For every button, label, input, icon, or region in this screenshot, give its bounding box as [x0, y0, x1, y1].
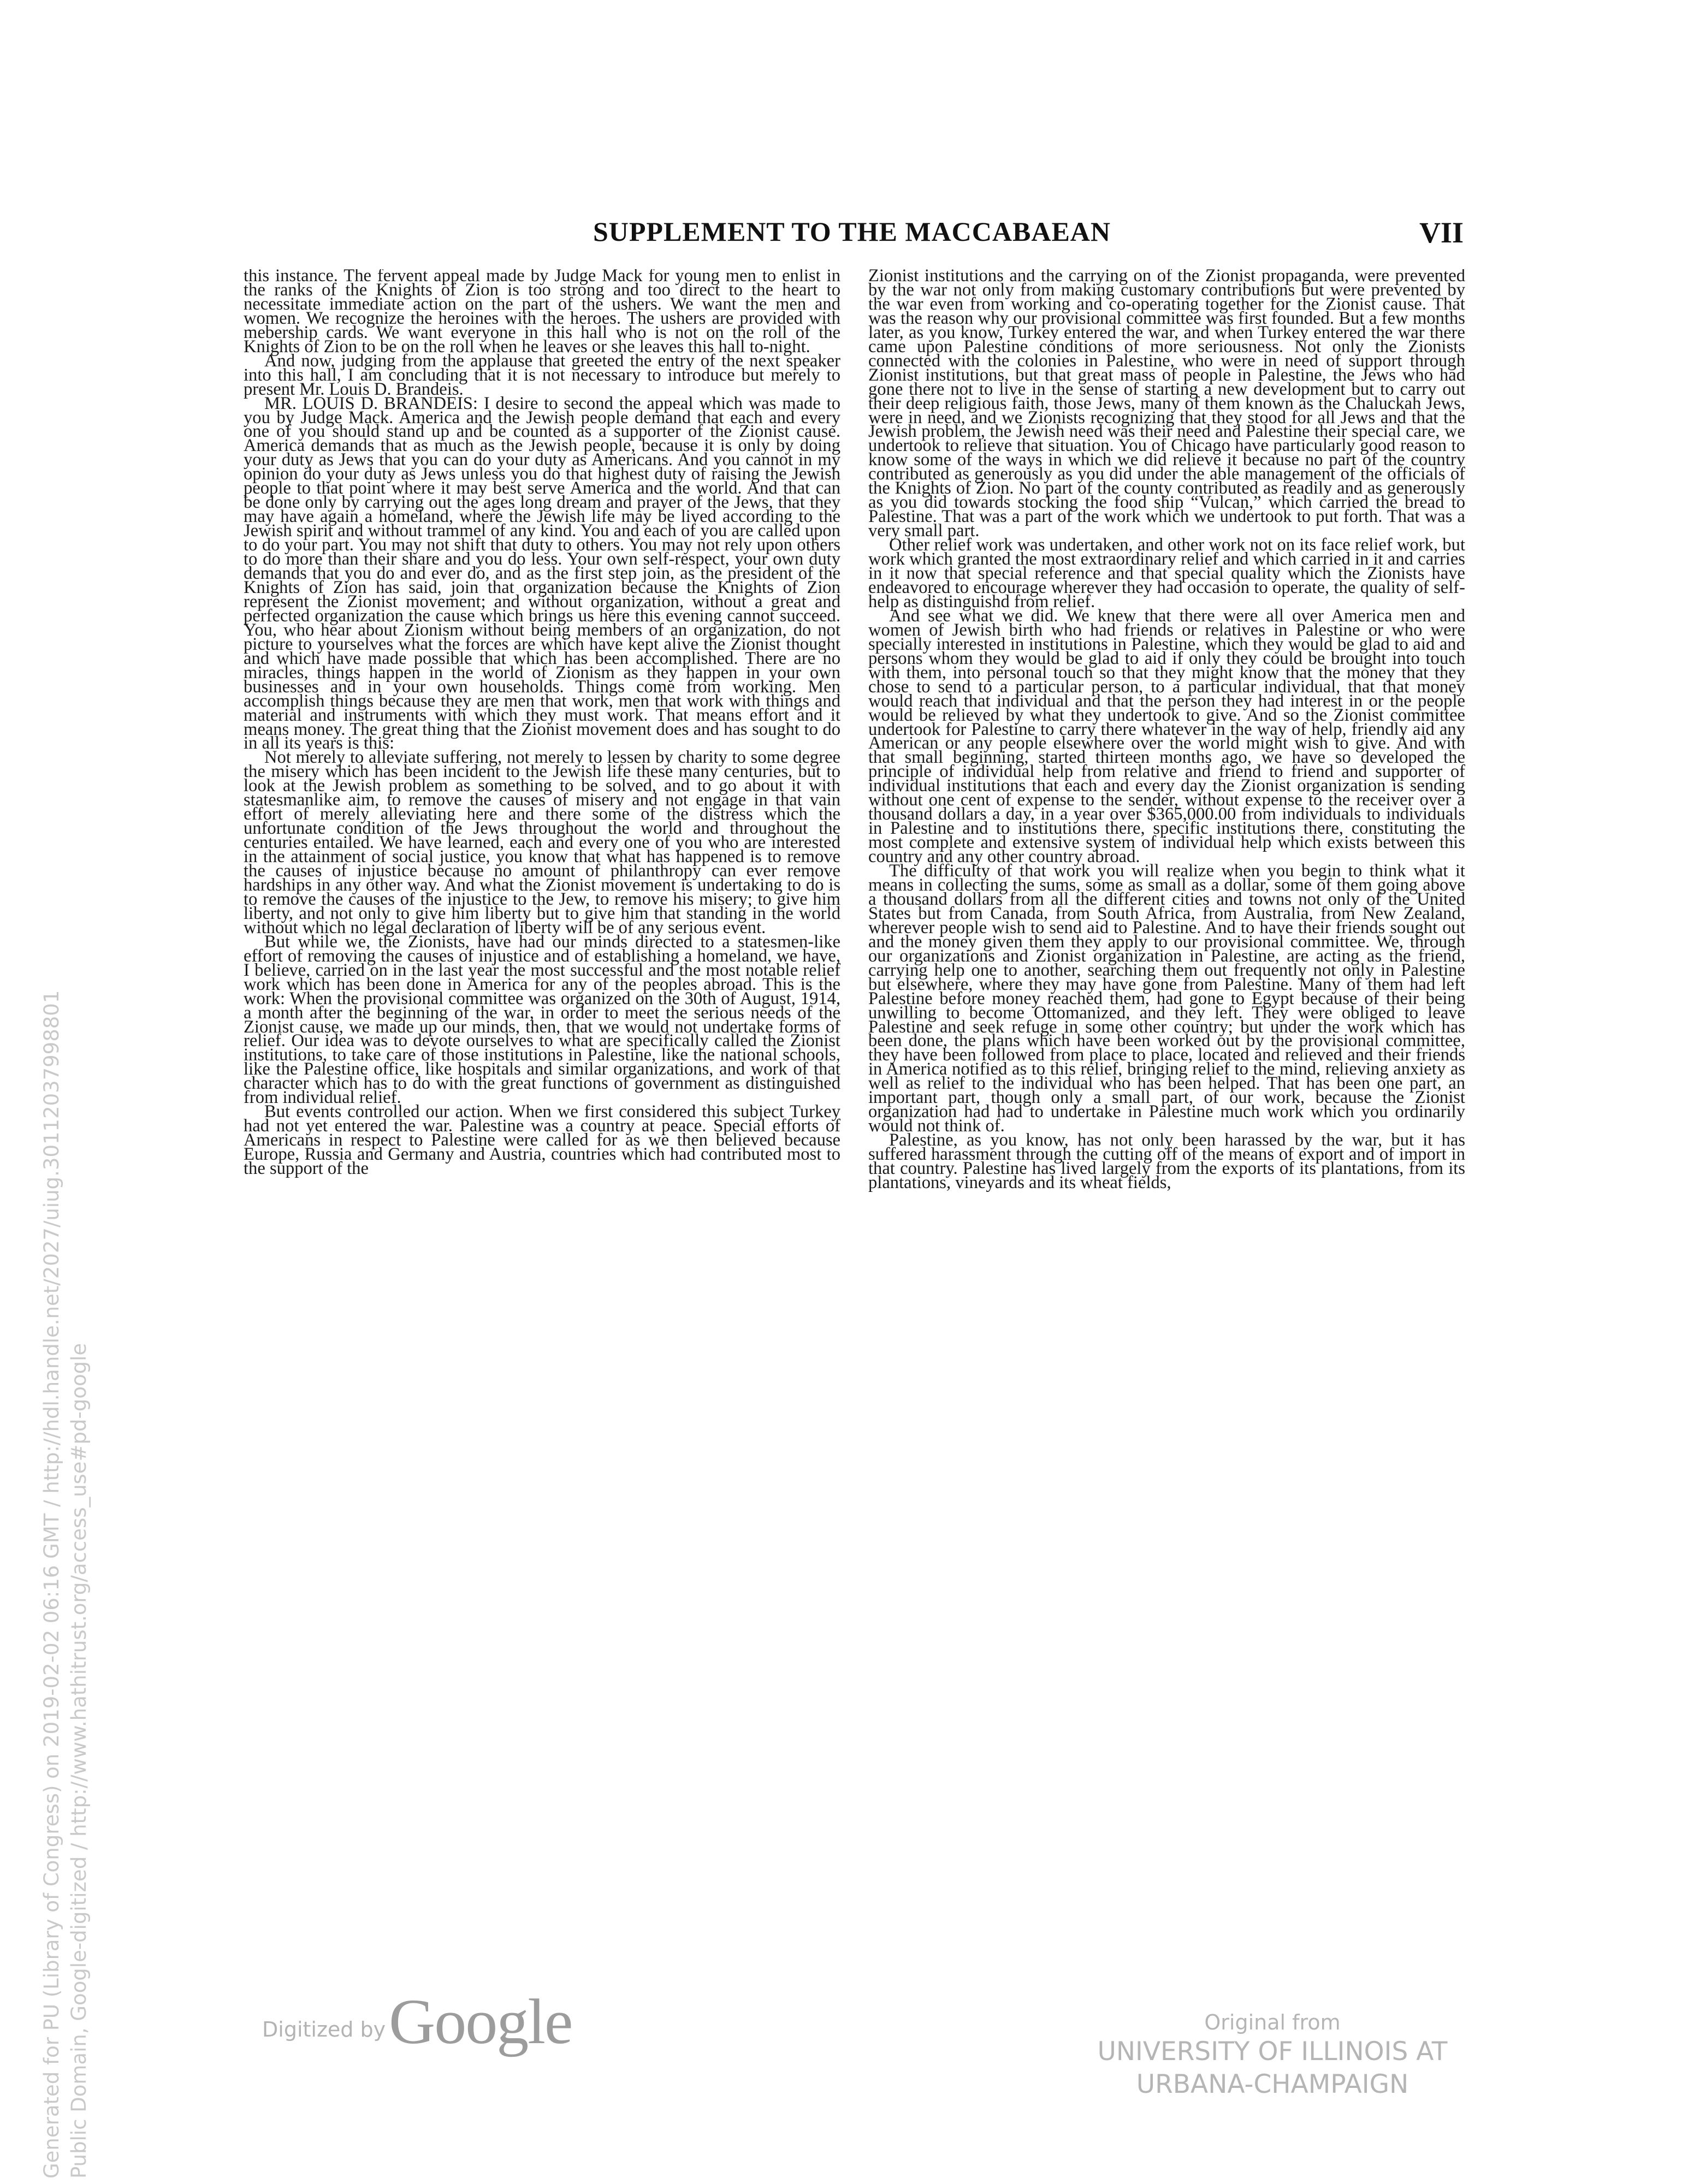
- paragraph: But events controlled our action. When we first considered this subject Turkey had not yet entered the war. Palestine was a country at peace. Special efforts of Americans in respect to Palestine were called for as we then believed because Europe, Russia and Germany and Austria, countries which had contributed most to the support of the: [244, 1102, 840, 1179]
- running-title: SUPPLEMENT TO THE MACCABAEAN: [593, 216, 1111, 247]
- right-column: [868, 269, 1465, 1973]
- left-column: [244, 269, 840, 1973]
- university-name-line2: URBANA-CHAMPAIGN: [1136, 2069, 1409, 2099]
- digitized-by-label: Digitized by: [262, 2017, 386, 2041]
- paragraph: this instance. The fervent appeal made by Judge Mack for young men to enlist in the ranks of the Knights of Zion is too strong and too direct to the heart to necessitate immediate action on the part of the ushers. We want the men and women. We recognize the heroines with the heroes. The ushers are provided with mebership cards. We want everyone in this hall who is not on the roll of the Knights of Zion to be on the roll when he leaves or she leaves this hall to-night.: [244, 269, 840, 357]
- paragraph: But while we, the Zionists, have had our minds directed to a statesmen-like effort of removing the causes of injustice and of establishing a homeland, we have, I believe, carried on in the last year the most successful and the most notable relief work which has been done in America for any of the peoples abroad. This is the work: When the provisional committee was organized on the 30th of August, 1914, a month after the beginning of the war, in order to meet the serious needs of the Zionist cause, we made up our minds, then, that we would not undertake forms of relief. Our idea was to devote ourselves to what are specifically called the Zionist institutions, to take care of those institutions in Palestine, like the national schools, like the Palestine office, like hospitals and similar organizations, and work of that character which has to do with the great functions of government as distinguished from individual relief.: [244, 931, 840, 1108]
- paragraph: Zionist institutions and the carrying on of the Zionist propaganda, were prevented by the war not only from making customary contributions but were prevented by the war even from working and co-operating together for the Zionist cause. That was the reason why our provisional committee was first founded. But a few months later, as you know, Turkey entered the war, and when Turkey entered the war there came upon Palestine conditions of more seriousness. Not only the Zionists connected with the colonies in Palestine, who were in need of support through Zionist institutions, but that great mass of people in Palestine, the Jews who had gone there not to live in the sense of starting a new development but to carry out their deep religious faith, those Jews, many of them known as the Chaluckah Jews, were in need, and we Zionists recognizing that they stood for all Jews and that the Jewish problem, the Jewish need was their need and Palestine their special care, we undertook to relieve that situation. You of Chicago have particularly good reason to know some of the ways in which we did relieve it because no part of the country contributed as generously as you did under the able management of the officials of the Knights of Zion. No part of the county contributed as readily and as generously as you did towards stocking the food ship “Vulcan,” which carried the bread to Palestine. That was a part of the work which we undertook to put forth. That was a very small part.: [868, 269, 1465, 541]
- paragraph: And see what we did. We knew that there were all over America men and women of Jewish birth who had friends or relatives in Palestine or who were specially interested in institutions in Palestine, which they would be glad to aid and persons whom they would be glad to aid if only they could be brought into touch with them, into personal touch so that they might know that the money that they chose to send to a particular person, to a particular individual, that that money would reach that individual and that the person they had interest in or the people would be relieved by what they undertook to give. And so the Zionist committee undertook for Palestine to carry there whatever in the way of help, friendly aid any American or any people elsewhere over the world might wish to give. And with that small beginning, started thirteen months ago, we have so developed the principle of individual help from relative and friend to friend and supporter of individual institutions that each and every day the Zionist organization is sending without one cent of expense to the sender, without expense to the receiver over a thousand dollars a day, in a year over $365,000.00 from individuals to individuals in Palestine and to institutions there, specific institutions there, constituting the most complete and extensive system of individual help which exists between this country and any other country abroad.: [868, 606, 1465, 867]
- running-header: [240, 216, 1464, 254]
- hathitrust-watermark: [38, 990, 93, 2179]
- google-logo: Google: [389, 1986, 572, 2057]
- paragraph: Palestine, as you know, has not only been harassed by the war, but it has suffered harassment through the cutting off of the means of export and of import in that country. Palestine has lived largely from the exports of its plantations, from its plantations, vineyards and its wheat fields,: [868, 1130, 1465, 1192]
- watermark-line: Generated for PU (Library of Congress) on 2019-02-02 06:16 GMT / http://hdl.handle.net/2027/uiug.30112037998801: [40, 990, 63, 2179]
- watermark-line: Public Domain, Google-digitized / http://www.hathitrust.org/access_use#pd-google: [67, 1343, 91, 2179]
- original-from-notice: [1043, 2009, 1502, 2101]
- university-name-line1: UNIVERSITY OF ILLINOIS AT: [1097, 2037, 1448, 2067]
- paragraph: Other relief work was undertaken, and other work not on its face relief work, but work which granted the most extraordinary relief and which carried in it and carries in it now that special reference and that special quality which the Zionists have endeavored to encourage wherever they had occasion to operate, the quality of self-help as distinguishd from relief.: [868, 535, 1465, 612]
- page-number: VII: [1419, 216, 1464, 249]
- original-from-label: Original from: [1204, 2010, 1341, 2034]
- paragraph: Not merely to alleviate suffering, not merely to lessen by charity to some degree the misery which has been incident to the Jewish life these many centuries, but to look at the Jewish problem as something to be solved, and to go about it with statesmanlike aim, to remove the causes of misery and not engage in that vain effort of merely alleviating here and there some of the distress which the unfortunate condition of the Jews throughout the world and throughout the centuries entailed. We have learned, each and every one of you who are interested in the attainment of social justice, you know that what has happened is to remove the causes of injustice because no amount of philanthropy can ever remove hardships in any other way. And what the Zionist movement is undertaking to do is to remove the causes of the injustice to the Jew, to remove his misery; to give him liberty, and not only to give him liberty but to give him that standing in the world without which no legal declaration of liberty will be of any serious event.: [244, 747, 840, 937]
- paragraph: The difficulty of that work you will realize when you begin to think what it means in collecting the sums, some as small as a dollar, some of them going above a thousand dollars from all the different cities and towns not only of the United States but from Canada, from South Africa, from Australia, from New Zealand, wherever people wish to send aid to Palestine. And to have their friends sought out and the money given them they apply to our provisional committee. We, through our organizations and Zionist organization in Palestine, are acting as the friend, carrying help one to another, searching them out frequently not only in Palestine but elsewhere, where they may have gone from Palestine. Many of them had left Palestine before money reached them, had gone to Egypt because of their being unwilling to become Ottomanized, and they left. They were obliged to leave Palestine and seek refuge in some other country; but under the work which has been done, the plans which have been worked out by the provisional committee, they have been followed from place to place, located and relieved and their friends in America notified as to this relief, bringing relief to the mind, relieving anxiety as well as relief to the individual who has been helped. That has been one part, an important part, though only a small part, of our work, because the Zionist organization had had to undertake in Palestine much work which you ordinarily would not think of.: [868, 861, 1465, 1136]
- paragraph: And now, judging from the applause that greeted the entry of the next speaker into this hall, I am concluding that it is not necessary to introduce but merely to present Mr. Louis D. Brandeis.: [244, 351, 840, 399]
- paragraph: MR. LOUIS D. BRANDEIS: I desire to second the appeal which was made to you by Judge Mack. America and the Jewish people demand that each and every one of you should stand up and be counted as a supporter of the Zionist cause. America demands that as much as the Jewish people, because it is only by doing your duty as Jews that you can do your duty as Americans. And you cannot in my opinion do your duty as Jews unless you do that highest duty of raising the Jewish people to that point where it may best serve America and the world. And that can be done only by carrying out the ages long dream and prayer of the Jews, that they may have again a homeland, where the Jewish life may be lived according to the Jewish spirit and without trammel of any kind. You and each of you are called upon to do your part. You may not shift that duty to others. You may not rely upon others to do more than their share and you do less. Your own self-respect, your own duty demands that you do and ever do, and as the first step join, as the president of the Knights of Zion has said, join that organization because the Knights of Zion represent the Zionist movement; and without organization, without a great and perfected organization the cause which brings us here this evening cannot succeed. You, who hear about Zionism without being members of an organization, do not picture to yourselves what the forces are which have kept alive the Zionist thought and which have made possible that which has been accomplished. There are no miracles, things happen in the world of Zionism as they happen in your own businesses and in your own households. Things come from working. Men accomplish things because they are men that work, men that work with things and material and instruments with which they must work. That means effort and it means money. The great thing that the Zionist movement does and has sought to do in all its years is this:: [244, 393, 840, 753]
